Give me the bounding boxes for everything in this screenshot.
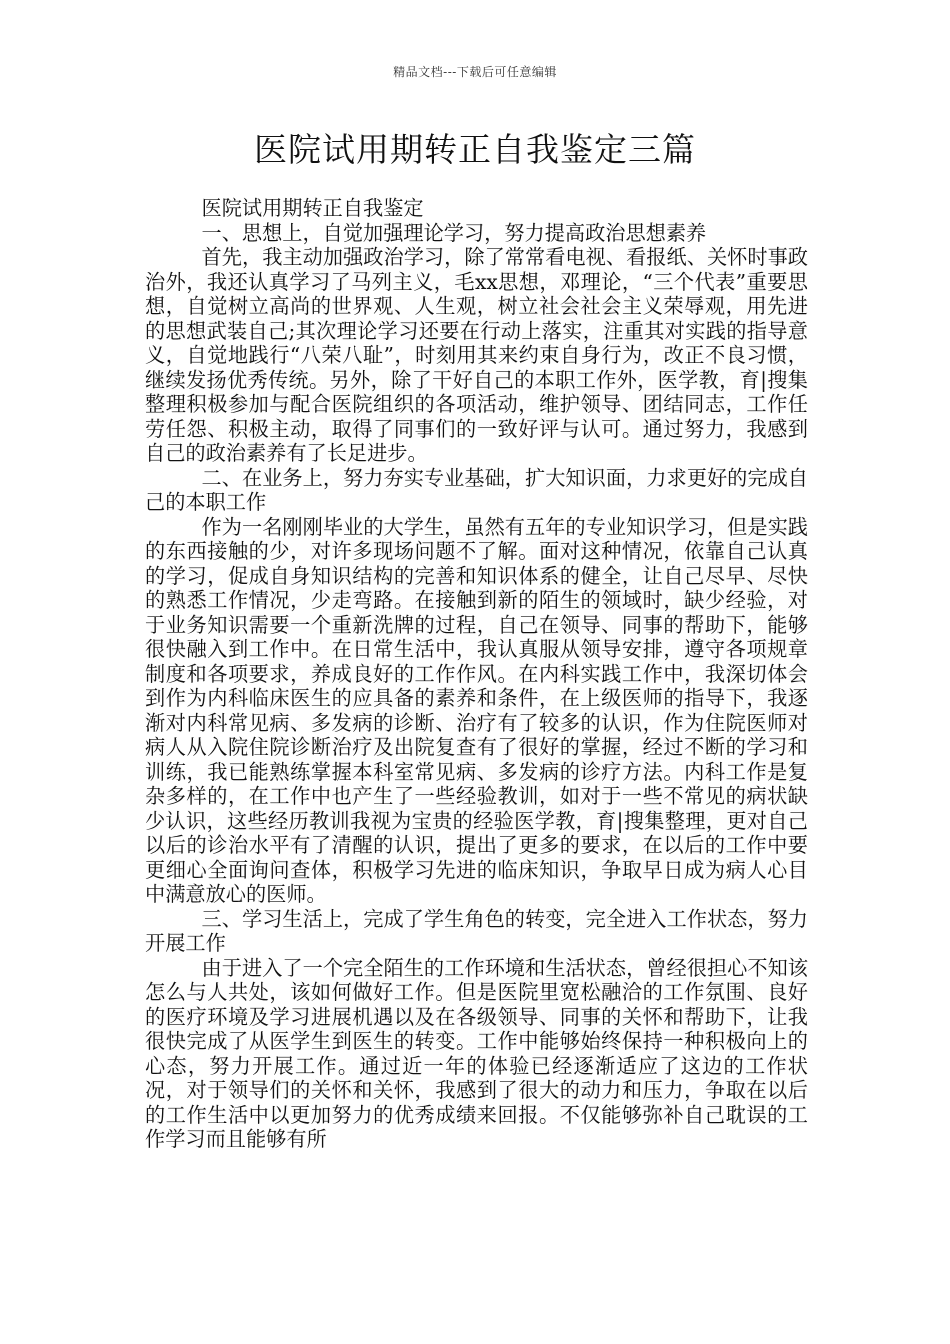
document-title: 医院试用期转正自我鉴定三篇 [254,130,696,169]
paragraph-section-3-heading: 三、学习生活上，完成了学生角色的转变，完全进入工作状态，努力开展工作 [145,906,808,955]
paragraph-section-2-heading: 二、在业务上，努力夯实专业基础，扩大知识面，力求更好的完成自己的本职工作 [145,465,808,514]
document-body [145,196,808,1152]
header-note: 精品文档---下载后可任意编辑 [393,65,557,79]
paragraph-section-3-body: 由于进入了一个完全陌生的工作环境和生活状态，曾经很担心不知该怎么与人共处，该如何做好工作。但是医院里宽松融洽的工作氛围、良好的医疗环境及学习进展机遇以及在各级领导、同事的关怀和帮助下，让我很快完成了从医学生到医生的转变。工作中能够始终保持一种积极向上的心态，努力开展工作。通过近一年的体验已经逐渐适应了这边的工作状况，对于领导们的关怀和关怀，我感到了很大的动力和压力，争取在以后的工作生活中以更加努力的优秀成绩来回报。不仅能够弥补自己耽误的工作学习而且能够有所 [145,955,808,1151]
paragraph-section-1-heading: 一、思想上，自觉加强理论学习，努力提高政治思想素养 [201,220,707,245]
paragraph-subtitle: 医院试用期转正自我鉴定 [201,196,424,220]
paragraph-section-1-body: 首先，我主动加强政治学习，除了常常看电视、看报纸、关怀时事政治外，我还认真学习了马列主义，毛xx思想，邓理论，“三个代表”重要思想，自觉树立高尚的世界观、人生观，树立社会社会主义荣辱观，用先进的思想武装自己;其次理论学习还要在行动上落实，注重其对实践的指导意义，自觉地践行“八荣八耻”，时刻用其来约束自身行为，改正不良习惯，继续发扬优秀传统。另外，除了干好自己的本职工作外，医学教，育|搜集整理积极参加与配合医院组织的各项活动，维护领导、团结同志，工作任劳任怨、积极主动，取得了同事们的一致好评与认可。通过努力，我感到自己的政治素养有了长足进步。 [145,245,808,465]
paragraph-section-2-body: 作为一名刚刚毕业的大学生，虽然有五年的专业知识学习，但是实践的东西接触的少，对许多现场问题不了解。面对这种情况，依靠自己认真的学习，促成自身知识结构的完善和知识体系的健全，让自己尽早、尽快的熟悉工作情况，少走弯路。在接触到新的陌生的领域时，缺少经验，对于业务知识需要一个重新洗牌的过程，自己在领导、同事的帮助下，能够很快融入到工作中。在日常生活中，我认真服从领导安排，遵守各项规章制度和各项要求，养成良好的工作作风。在内科实践工作中，我深切体会到作为内科临床医生的应具备的素养和条件，在上级医师的指导下，我逐渐对内科常见病、多发病的诊断、治疗有了较多的认识，作为住院医师对病人从入院住院诊断治疗及出院复查有了很好的掌握，经过不断的学习和训练，我已能熟练掌握本科室常见病、多发病的诊疗方法。内科工作是复杂多样的，在工作中也产生了一些经验教训，如对于一些不常见的病状缺少认识，这些经历教训我视为宝贵的经验医学教，育|搜集整理，更对自己以后的诊治水平有了清醒的认识，提出了更多的要求，在以后的工作中要更细心全面询问查体，积极学习先进的临床知识，争取早日成为病人心目中满意放心的医师。 [145,514,808,906]
